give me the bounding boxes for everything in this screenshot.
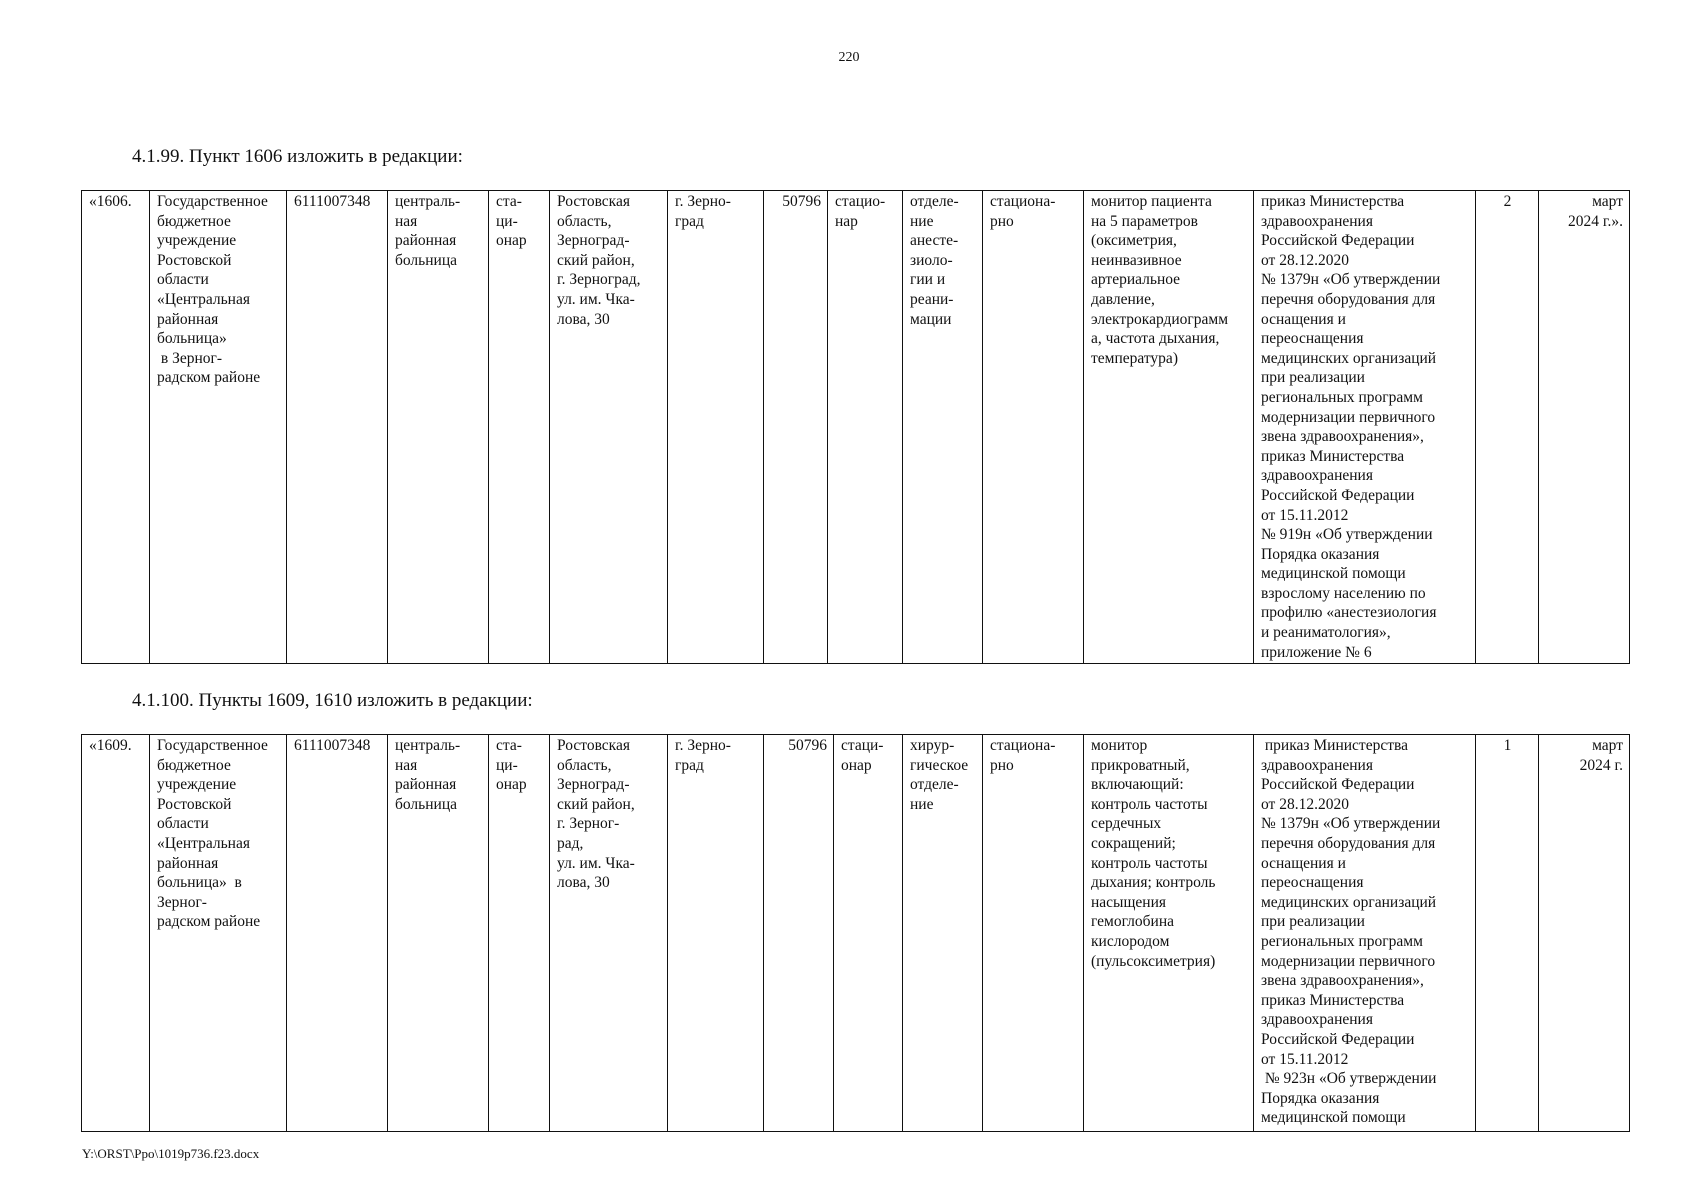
- org-type-cell: централь- ная районная больница: [388, 191, 489, 664]
- institution-cell: Государственное бюджетное учреждение Ростовской области «Центральная районная больница» в Зерног- радском районе: [150, 191, 287, 664]
- locality-cell: г. Зерно- град: [668, 735, 764, 1132]
- unit-type-cell: стацио- нар: [828, 191, 903, 664]
- org-type-cell: централь- ная районная больница: [388, 735, 489, 1132]
- table-row: [82, 735, 1630, 1132]
- inn-cell: 6111007348: [287, 735, 388, 1132]
- address-cell: Ростовская область, Зерноград- ский район, г. Зерноград, ул. им. Чка- лова, 30: [550, 191, 668, 664]
- section-heading: 4.1.100. Пункты 1609, 1610 изложить в редакции:: [132, 690, 533, 711]
- basis-cell: приказ Министерства здравоохранения Российской Федерации от 28.12.2020 № 1379н «Об утверждении перечня оборудования для оснащения и переоснащения медицинских организаций при реализации региональных программ модернизации первичного звена здравоохранения», приказ Министерства здравоохранения Российской Федерации от 15.11.2012 № 919н «Об утверждении Порядка оказания медицинской помощи взрослому населению по профилю «анестезиология и реаниматология», приложение № 6: [1254, 191, 1476, 664]
- locality-cell: г. Зерно- град: [668, 191, 764, 664]
- row-number-cell: «1609.: [82, 735, 150, 1132]
- address-cell: Ростовская область, Зерноград- ский район, г. Зерног- рад, ул. им. Чка- лова, 30: [550, 735, 668, 1132]
- care-form-cell: ста- ци- онар: [489, 735, 550, 1132]
- table-row: [82, 191, 1630, 664]
- code-cell: 50796: [764, 735, 834, 1132]
- page-number: 220: [838, 50, 860, 65]
- department-cell: отделе- ние анесте- зиоло- гии и реани- мации: [903, 191, 983, 664]
- equipment-table: [81, 734, 1630, 1132]
- section-heading: 4.1.99. Пункт 1606 изложить в редакции:: [132, 146, 463, 167]
- equipment-cell: монитор прикроватный, включающий: контроль частоты сердечных сокращений; контроль частоты дыхания; контроль насыщения гемоглобина кислородом (пульсоксиметрия): [1084, 735, 1254, 1132]
- row-number-cell: «1606.: [82, 191, 150, 664]
- equipment-table: [81, 190, 1630, 664]
- quantity-cell: 2: [1476, 191, 1539, 664]
- unit-type-cell: стаци- онар: [834, 735, 903, 1132]
- condition-cell: стациона- рно: [983, 735, 1084, 1132]
- department-cell: хирур- гическое отделе- ние: [903, 735, 983, 1132]
- equipment-cell: монитор пациента на 5 параметров (оксиметрия, неинвазивное артериальное давление, электрокардиограмм а, частота дыхания, температура): [1084, 191, 1254, 664]
- code-cell: 50796: [764, 191, 828, 664]
- condition-cell: стациона- рно: [983, 191, 1084, 664]
- institution-cell: Государственное бюджетное учреждение Ростовской области «Центральная районная больница» в Зерног- радском районе: [150, 735, 287, 1132]
- care-form-cell: ста- ци- онар: [489, 191, 550, 664]
- inn-cell: 6111007348: [287, 191, 388, 664]
- deadline-cell: март 2024 г.: [1539, 735, 1630, 1132]
- basis-cell: приказ Министерства здравоохранения Российской Федерации от 28.12.2020 № 1379н «Об утверждении перечня оборудования для оснащения и переоснащения медицинских организаций при реализации региональных программ модернизации первичного звена здравоохранения», приказ Министерства здравоохранения Российской Федерации от 15.11.2012 № 923н «Об утверждении Порядка оказания медицинской помощи: [1254, 735, 1476, 1132]
- deadline-cell: март 2024 г.».: [1539, 191, 1630, 664]
- quantity-cell: 1: [1476, 735, 1539, 1132]
- file-path-footer: Y:\ORST\Ppo\1019p736.f23.docx: [82, 1146, 260, 1161]
